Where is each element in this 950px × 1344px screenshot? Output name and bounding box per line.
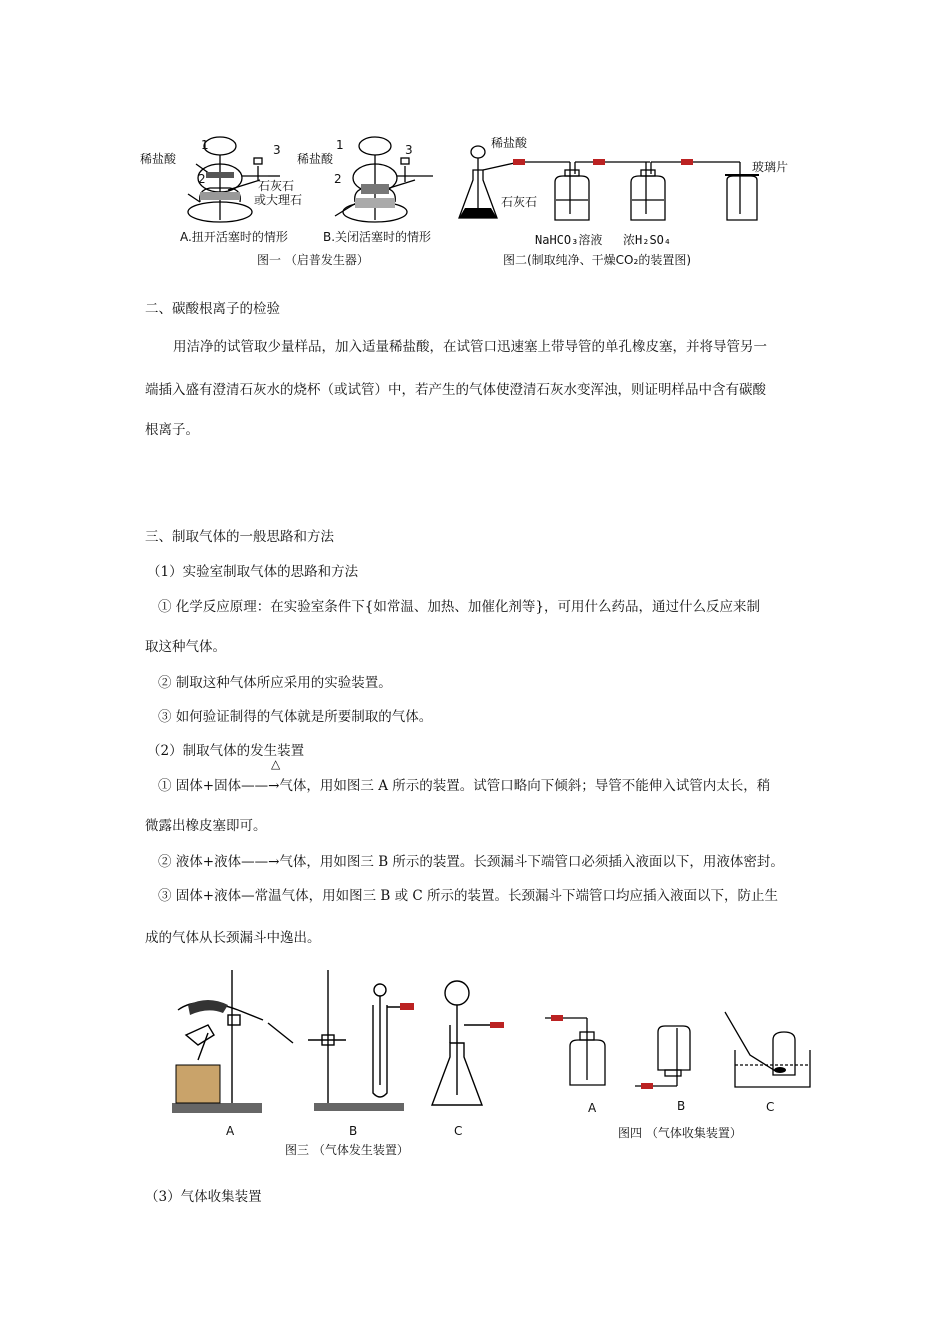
- fig2-glass-label: 玻璃片: [752, 160, 789, 174]
- fig1-acid-right-label: 稀盐酸: [297, 152, 334, 166]
- section3-g1-line1: ① 固体+固体——→气体，用如图三 A 所示的装置。试管口略向下倾斜；导管不能伸入试管内太长，稍: [158, 778, 771, 794]
- fig1-num-3b: 3: [405, 143, 413, 157]
- fig1-subcaption-a: A.扭开活塞时的情形: [180, 230, 288, 244]
- section3-p3: ③ 如何验证制得的气体就是所要制取的气体。: [158, 709, 433, 725]
- section3-p1-line1: ① 化学反应原理：在实验室条件下{如常温、加热、加催化剂等}，可用什么药品，通过什么反应来制: [158, 599, 760, 615]
- fig1-stone-label: 石灰石: [258, 179, 295, 193]
- fig1-num-2b: 2: [334, 172, 342, 186]
- section3-g3-line1: ③ 固体+液体—常温气体，用如图三 B 或 C 所示的装置。长颈漏斗下端管口均应插入液面以下，防止生: [158, 888, 779, 904]
- section2-para-line1: 用洁净的试管取少量样品，加入适量稀盐酸，在试管口迅速塞上带导管的单孔橡皮塞，并将导管另一: [173, 339, 767, 355]
- fig4-label-c: C: [766, 1100, 775, 1114]
- section3-sub2: （2）制取气体的发生装置: [147, 743, 305, 759]
- fig2-nahco3-label: NaHCO₃溶液: [535, 233, 603, 247]
- section2-heading: 二、碳酸根离子的检验: [145, 301, 280, 317]
- fig1-num-1b: 1: [336, 138, 344, 152]
- heating-delta-symbol: △: [271, 757, 281, 771]
- fig1-caption: 图一 （启普发生器）: [257, 253, 369, 267]
- section3-g2: ② 液体+液体——→气体，用如图三 B 所示的装置。长颈漏斗下端管口必须插入液面以下，用液体密封。: [158, 854, 784, 870]
- section3-p2: ② 制取这种气体所应采用的实验装置。: [158, 675, 392, 691]
- fig4-label-a: A: [588, 1101, 597, 1115]
- fig1-num-3a: 3: [273, 143, 281, 157]
- section3-heading: 三、制取气体的一般思路和方法: [145, 529, 334, 545]
- fig2-acid-label: 稀盐酸: [491, 136, 528, 150]
- fig1-acid-left-label: 稀盐酸: [140, 152, 177, 166]
- fig2-stone-label: 石灰石: [501, 195, 538, 209]
- fig3-caption: 图三 （气体发生装置）: [285, 1143, 409, 1157]
- gas-generation-drawing: [168, 965, 508, 1115]
- fig2-caption: 图二(制取纯净、干燥CO₂的装置图): [503, 253, 691, 267]
- fig3-label-a: A: [226, 1124, 235, 1138]
- fig1-num-1a: 1: [201, 138, 209, 152]
- section3-p1-line2: 取这种气体。: [145, 639, 226, 655]
- section3-g3-line2: 成的气体从长颈漏斗中逸出。: [145, 930, 321, 946]
- co2-purification-drawing: [455, 140, 785, 230]
- fig3-label-b: B: [349, 1124, 358, 1138]
- section3-g1-line2: 微露出橡皮塞即可。: [145, 818, 267, 834]
- fig4-caption: 图四 （气体收集装置）: [618, 1126, 742, 1140]
- fig1-stone-alt-label: 或大理石: [254, 193, 303, 207]
- section2-para-line2: 端插入盛有澄清石灰水的烧杯（或试管）中，若产生的气体使澄清石灰水变浑浊，则证明样品中含有碳酸: [145, 382, 766, 398]
- section2-para-line3: 根离子。: [145, 422, 199, 438]
- fig4-label-b: B: [677, 1099, 686, 1113]
- section3-sub1: （1）实验室制取气体的思路和方法: [147, 564, 359, 580]
- fig2-h2so4-label: 浓H₂SO₄: [623, 233, 672, 247]
- fig1-num-2a: 2: [198, 172, 206, 186]
- fig1-subcaption-b: B.关闭活塞时的情形: [323, 230, 432, 244]
- section3-sub3: （3）气体收集装置: [145, 1189, 262, 1205]
- fig3-label-c: C: [454, 1124, 463, 1138]
